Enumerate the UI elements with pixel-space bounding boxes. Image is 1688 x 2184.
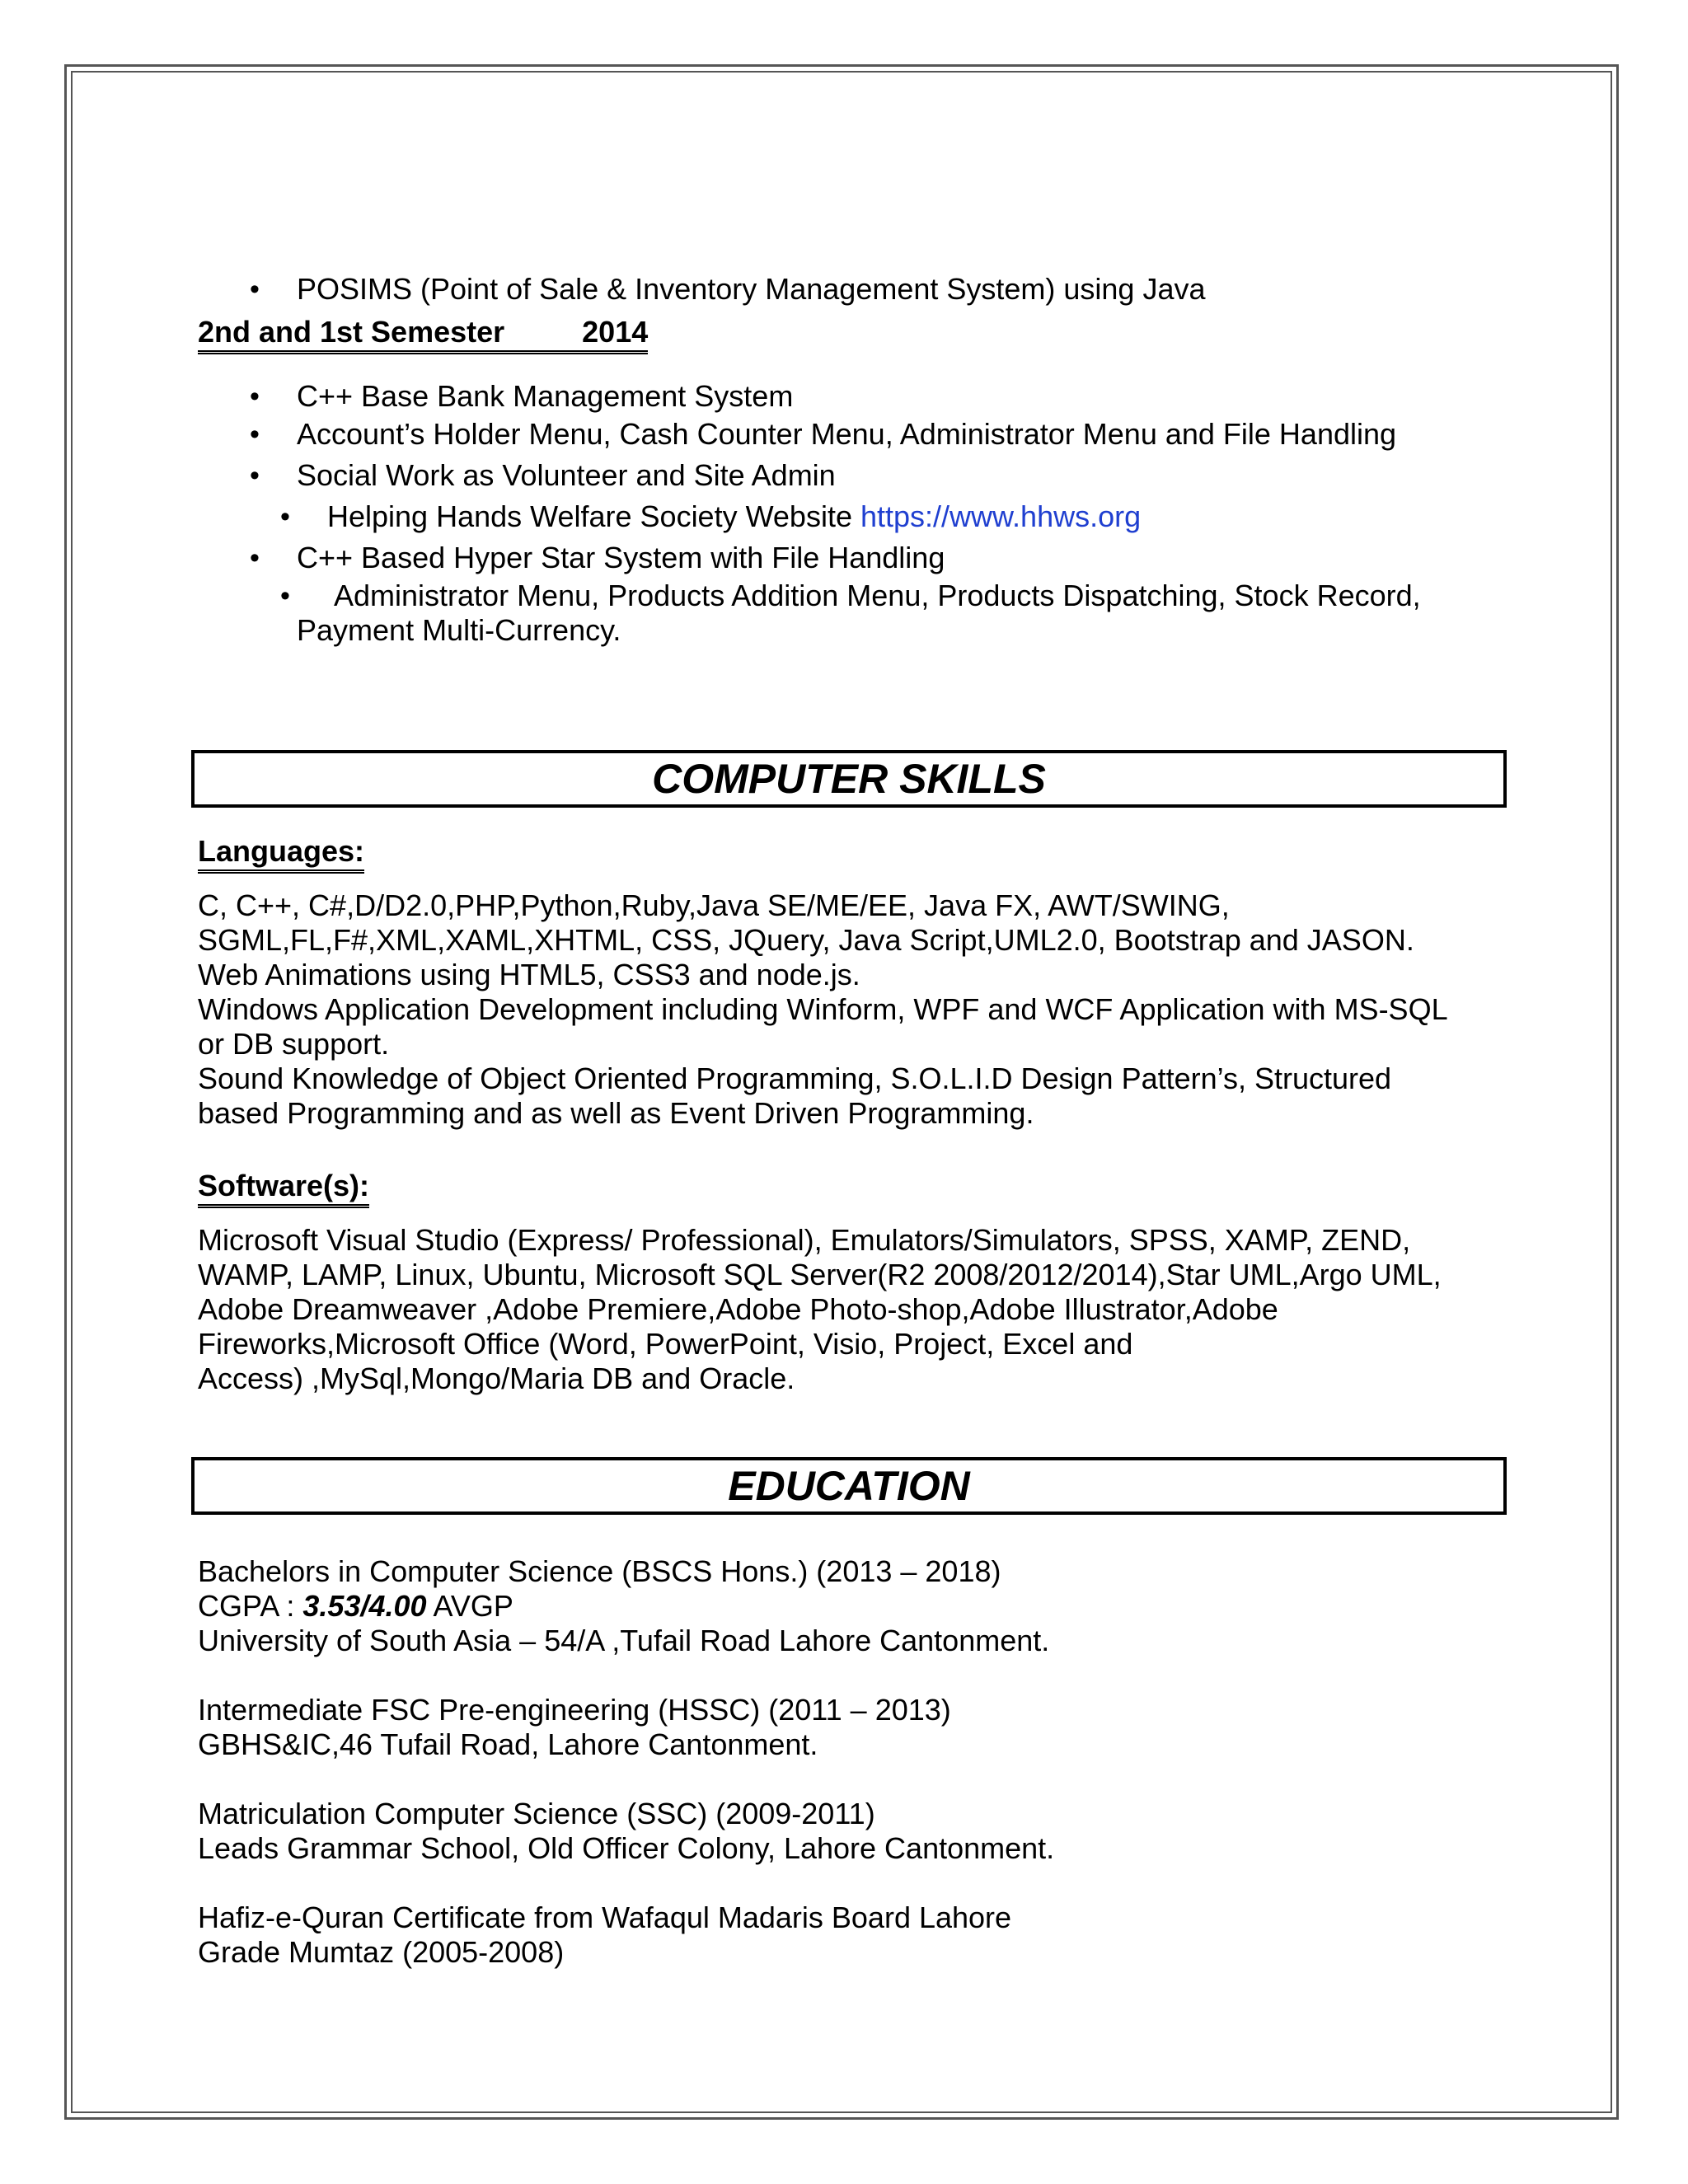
languages-line: based Programming and as well as Event Driven Programming.: [198, 1096, 1034, 1130]
semester-heading-underline: [198, 316, 648, 354]
hyper-star-detail-1: Administrator Menu, Products Addition Menu, Products Dispatching, Stock Record,: [334, 579, 1421, 612]
skills-section: [198, 834, 1517, 1396]
hafiz-certificate: Hafiz-e-Quran Certificate from Wafaqul Madaris Board Lahore: [198, 1900, 1012, 1934]
list-item: [198, 579, 1517, 648]
list-item: [198, 417, 1517, 452]
languages-heading: Languages:: [198, 835, 364, 874]
software-block: [198, 1223, 1517, 1396]
languages-block: [198, 888, 1517, 1131]
software-line: Fireworks,Microsoft Office (Word, PowerPoint, Visio, Project, Excel and: [198, 1327, 1133, 1361]
hyper-star-detail-2: Payment Multi-Currency.: [297, 613, 621, 647]
cgpa-suffix: AVGP: [426, 1589, 513, 1623]
software-heading: Software(s):: [198, 1169, 369, 1208]
list-item: [198, 499, 1517, 534]
bullet-icon: •: [250, 460, 260, 491]
computer-skills-header: [191, 750, 1507, 808]
bullet-icon: •: [250, 419, 260, 450]
hhws-link[interactable]: https://www.hhws.org: [860, 499, 1142, 533]
semester-label: 2nd and 1st Semester: [198, 315, 505, 349]
list-item-text: Account’s Holder Menu, Cash Counter Menu, Administrator Menu and File Handling: [297, 417, 1397, 451]
university-name: University of South Asia – 54/A ,Tufail Road Lahore Cantonment.: [198, 1624, 1050, 1657]
bullet-icon: •: [250, 542, 260, 574]
languages-line: Windows Application Development including Winform, WPF and WCF Application with MS-SQL: [198, 992, 1448, 1026]
software-line: WAMP, LAMP, Linux, Ubuntu, Microsoft SQL Server(R2 2008/2012/2014),Star UML,Argo UML,: [198, 1258, 1442, 1291]
cgpa-label: CGPA :: [198, 1589, 303, 1623]
bullet-icon: •: [280, 501, 290, 532]
cgpa-value: 3.53/4.00: [302, 1589, 427, 1623]
semester-project-list: [198, 379, 1517, 648]
list-item: [198, 458, 1517, 493]
projects-section: [198, 272, 1517, 648]
hafiz-grade: Grade Mumtaz (2005-2008): [198, 1935, 565, 1969]
software-line: Adobe Dreamweaver ,Adobe Premiere,Adobe Photo-shop,Adobe Illustrator,Adobe: [198, 1292, 1278, 1326]
education-header: [191, 1457, 1507, 1515]
computer-skills-title: COMPUTER SKILLS: [652, 756, 1046, 802]
list-item: [198, 272, 1517, 307]
bullet-icon: •: [250, 381, 260, 412]
matric-degree: Matriculation Computer Science (SSC) (2009-2011): [198, 1797, 875, 1830]
list-item: [198, 541, 1517, 575]
bullet-icon: •: [250, 274, 260, 305]
languages-line: SGML,FL,F#,XML,XAML,XHTML, CSS, JQuery, Java Script,UML2.0, Bootstrap and JASON.: [198, 923, 1414, 957]
posims-list: [198, 272, 1517, 307]
hyper-star-text: C++ Based Hyper Star System with File Handling: [297, 541, 945, 574]
bachelors-degree: Bachelors in Computer Science (BSCS Hons.) (2013 – 2018): [198, 1554, 1001, 1588]
list-item-text: Social Work as Volunteer and Site Admin: [297, 458, 836, 492]
school-name: Leads Grammar School, Old Officer Colony, Lahore Cantonment.: [198, 1831, 1055, 1865]
hhws-text: Helping Hands Welfare Society Website: [327, 499, 860, 533]
software-heading-row: [198, 1169, 1517, 1208]
education-title: EDUCATION: [728, 1463, 970, 1509]
software-line: Access) ,MySql,Mongo/Maria DB and Oracle.: [198, 1361, 795, 1395]
languages-line: or DB support.: [198, 1027, 390, 1061]
languages-line: C, C++, C#,D/D2.0,PHP,Python,Ruby,Java SE/ME/EE, Java FX, AWT/SWING,: [198, 888, 1230, 922]
software-line: Microsoft Visual Studio (Express/ Professional), Emulators/Simulators, SPSS, XAMP, ZEND,: [198, 1223, 1411, 1257]
education-section: [198, 1554, 1517, 1970]
cgpa-line: [198, 1589, 1517, 1624]
languages-line: Web Animations using HTML5, CSS3 and node.js.: [198, 958, 860, 991]
semester-year: 2014: [582, 315, 649, 349]
bullet-icon: •: [280, 580, 290, 612]
semester-heading: [198, 315, 1517, 354]
list-item-text: C++ Base Bank Management System: [297, 379, 794, 413]
college-name: GBHS&IC,46 Tufail Road, Lahore Cantonment.: [198, 1727, 818, 1761]
languages-line: Sound Knowledge of Object Oriented Programming, S.O.L.I.D Design Pattern’s, Structured: [198, 1062, 1392, 1095]
posims-text: POSIMS (Point of Sale & Inventory Management System) using Java: [297, 272, 1206, 306]
intermediate-degree: Intermediate FSC Pre-engineering (HSSC) (2011 – 2013): [198, 1693, 951, 1727]
list-item: [198, 379, 1517, 414]
